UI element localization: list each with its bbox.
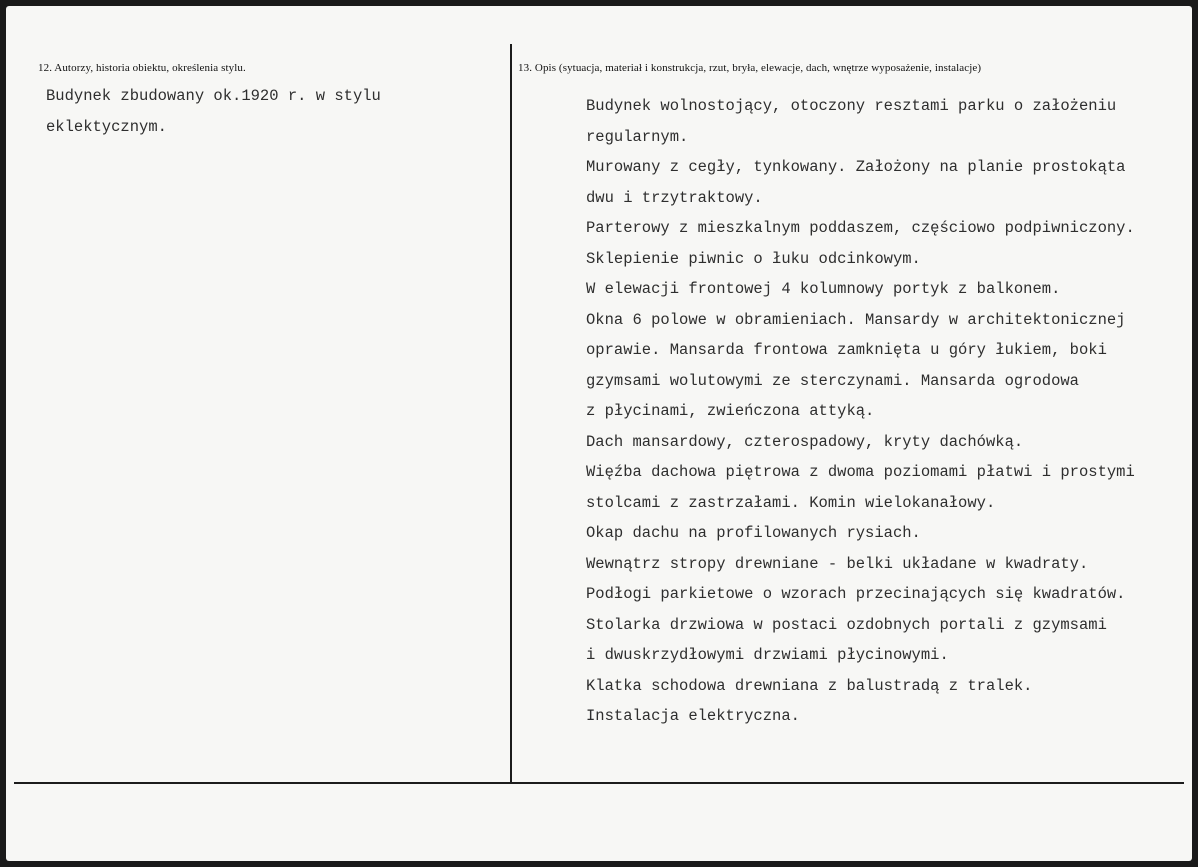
text-line: Klatka schodowa drewniana z balustradą z tralek. <box>586 676 1033 695</box>
text-line: z płycinami, zwieńczona attyką. <box>586 402 875 420</box>
text-line: Dach mansardowy, czterospadowy, kryty dachówką. <box>586 432 1024 451</box>
text-line: dwu i trzytraktowy. <box>586 188 763 207</box>
text-line: Więźba dachowa piętrowa z dwoma poziomami płatwi i prostymi <box>586 463 1135 481</box>
column-divider <box>510 44 512 782</box>
text-line: regularnym. <box>586 127 689 146</box>
text-line: Budynek wolnostojący, otoczony resztami parku o założeniu <box>586 97 1117 115</box>
section-12-heading: 12. Autorzy, historia obiektu, określenia stylu. <box>38 62 246 74</box>
text-line: Podłogi parkietowe o wzorach przecinających się kwadratów. <box>586 585 1126 603</box>
text-line: i dwuskrzydłowymi drzwiami płycinowymi. <box>586 646 949 664</box>
text-line: W elewacji frontowej 4 kolumnowy portyk z balkonem. <box>586 280 1061 298</box>
text-line: Instalacja elektryczna. <box>586 707 800 725</box>
text-line: Sklepienie piwnic o łuku odcinkowym. <box>586 249 921 268</box>
text-line: Parterowy z mieszkalnym poddaszem, częściowo podpiwniczony. <box>586 219 1135 237</box>
text-line: Okna 6 polowe w obramieniach. Mansardy w architektonicznej <box>586 310 1126 329</box>
section-13-heading: 13. Opis (sytuacja, materiał i konstrukcja, rzut, bryła, elewacje, dach, wnętrze wyposażenie, instalacje) <box>518 62 982 74</box>
section-13-text <box>586 91 1135 732</box>
text-line: eklektycznym. <box>46 117 167 136</box>
text-line: gzymsami wolutowymi ze sterczynami. Mansarda ogrodowa <box>586 371 1079 390</box>
text-line: stolcami z zastrzałami. Komin wielokanałowy. <box>586 493 996 512</box>
bottom-rule <box>14 782 1184 784</box>
text-line: Stolarka drzwiowa w postaci ozdobnych portali z gzymsami <box>586 615 1107 634</box>
text-line: Okap dachu na profilowanych rysiach. <box>586 524 921 542</box>
text-line: Budynek zbudowany ok.1920 r. w stylu <box>46 87 381 105</box>
section-12-text <box>46 81 381 142</box>
text-line: oprawie. Mansarda frontowa zamknięta u góry łukiem, boki <box>586 341 1107 359</box>
text-line: Wewnątrz stropy drewniane - belki układane w kwadraty. <box>586 554 1089 573</box>
record-card <box>6 6 1192 861</box>
text-line: Murowany z cegły, tynkowany. Założony na planie prostokąta <box>586 158 1126 176</box>
